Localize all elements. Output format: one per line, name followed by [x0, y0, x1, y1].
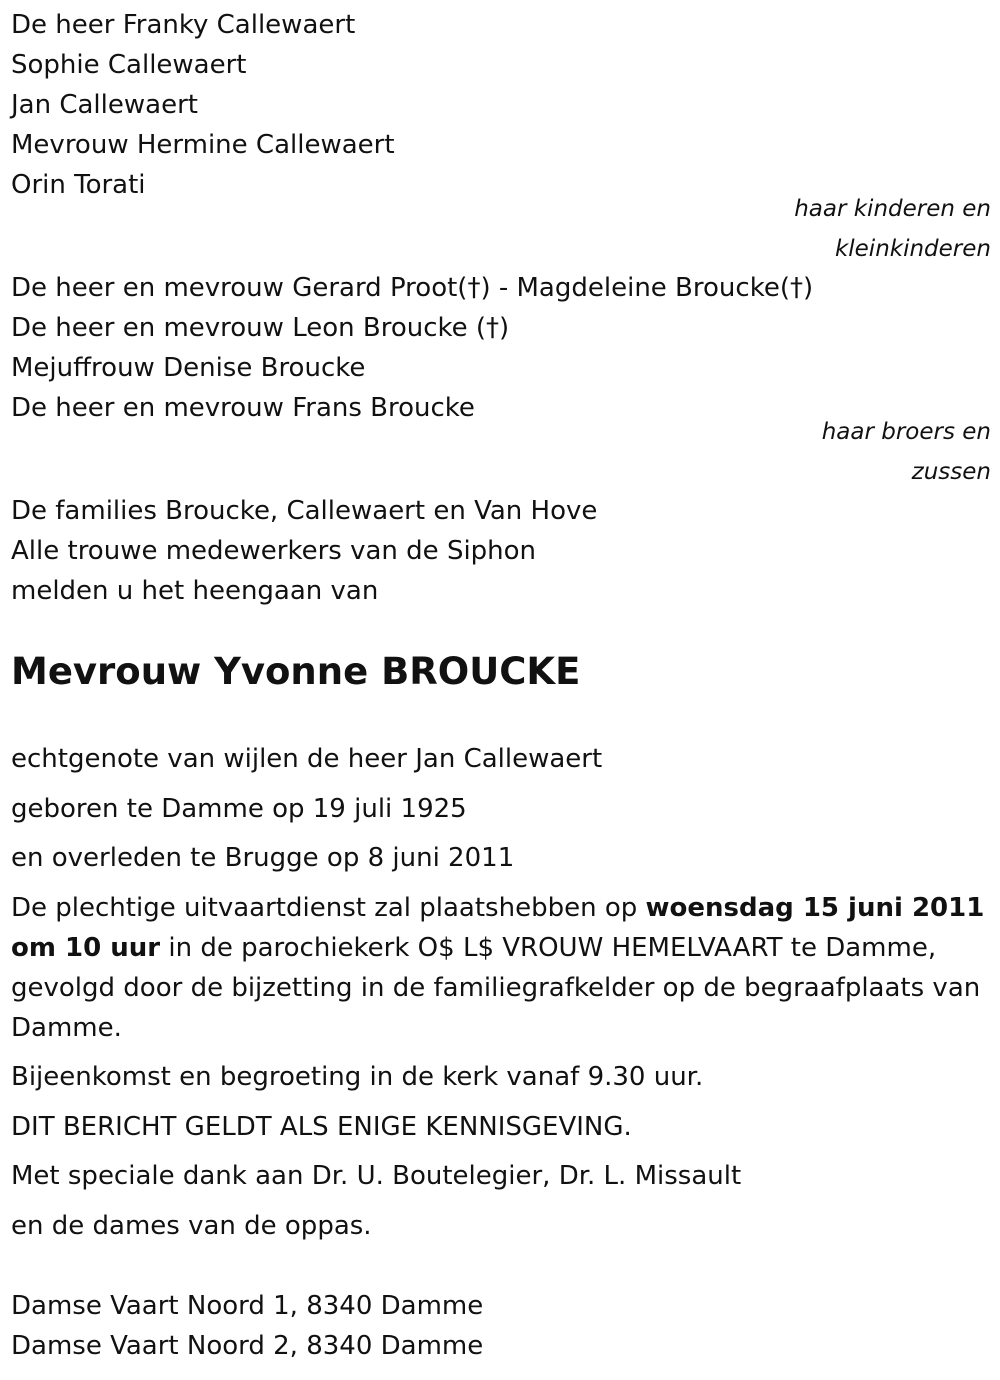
children-role-label: kleinkinderen [834, 236, 991, 262]
sibling-name: Mejuffrouw Denise Broucke [11, 353, 366, 383]
child-name: Mevrouw Hermine Callewaert [11, 130, 395, 160]
address-line: Damse Vaart Noord 2, 8340 Damme [11, 1331, 484, 1361]
sibling-name: De heer en mevrouw Gerard Proot(†) - Magdeleine Broucke(†) [11, 273, 814, 303]
death-line: en overleden te Brugge op 8 juni 2011 [11, 843, 515, 873]
spouse-line: echtgenote van wijlen de heer Jan Callewaert [11, 744, 603, 774]
children-role-label: haar kinderen en [794, 196, 991, 222]
announcement-line: melden u het heengaan van [11, 576, 379, 606]
address-line: Damse Vaart Noord 1, 8340 Damme [11, 1291, 484, 1321]
funeral-rest: in de parochiekerk O$ L$ VROUW HEMELVAART te Damme, gevolgd door de bijzetting in de familiegrafkelder op de begraafplaats van Damme. [11, 933, 981, 1043]
child-name: Sophie Callewaert [11, 50, 247, 80]
sibling-name: De heer en mevrouw Frans Broucke [11, 393, 475, 423]
child-name: Orin Torati [11, 170, 146, 200]
deceased-name: Mevrouw Yvonne BROUCKE [11, 650, 581, 693]
child-name: Jan Callewaert [11, 90, 198, 120]
thanks-line: en de dames van de oppas. [11, 1211, 372, 1241]
birth-line: geboren te Damme op 19 juli 1925 [11, 794, 467, 824]
siblings-role-label: zussen [911, 459, 991, 485]
funeral-date: woensdag 15 juni 2011 om 10 uur [11, 893, 985, 963]
sibling-name: De heer en mevrouw Leon Broucke (†) [11, 313, 510, 343]
gathering-line: Bijeenkomst en begroeting in de kerk vanaf 9.30 uur. [11, 1062, 704, 1092]
siblings-role-label: haar broers en [821, 419, 991, 445]
child-name: De heer Franky Callewaert [11, 10, 356, 40]
funeral-paragraph [11, 888, 986, 1048]
family-line: Alle trouwe medewerkers van de Siphon [11, 536, 537, 566]
family-line: De families Broucke, Callewaert en Van Hove [11, 496, 598, 526]
thanks-line: Met speciale dank aan Dr. U. Boutelegier, Dr. L. Missault [11, 1161, 742, 1191]
funeral-intro: De plechtige uitvaartdienst zal plaatshebben op [11, 893, 646, 923]
notice-line: DIT BERICHT GELDT ALS ENIGE KENNISGEVING. [11, 1112, 632, 1142]
